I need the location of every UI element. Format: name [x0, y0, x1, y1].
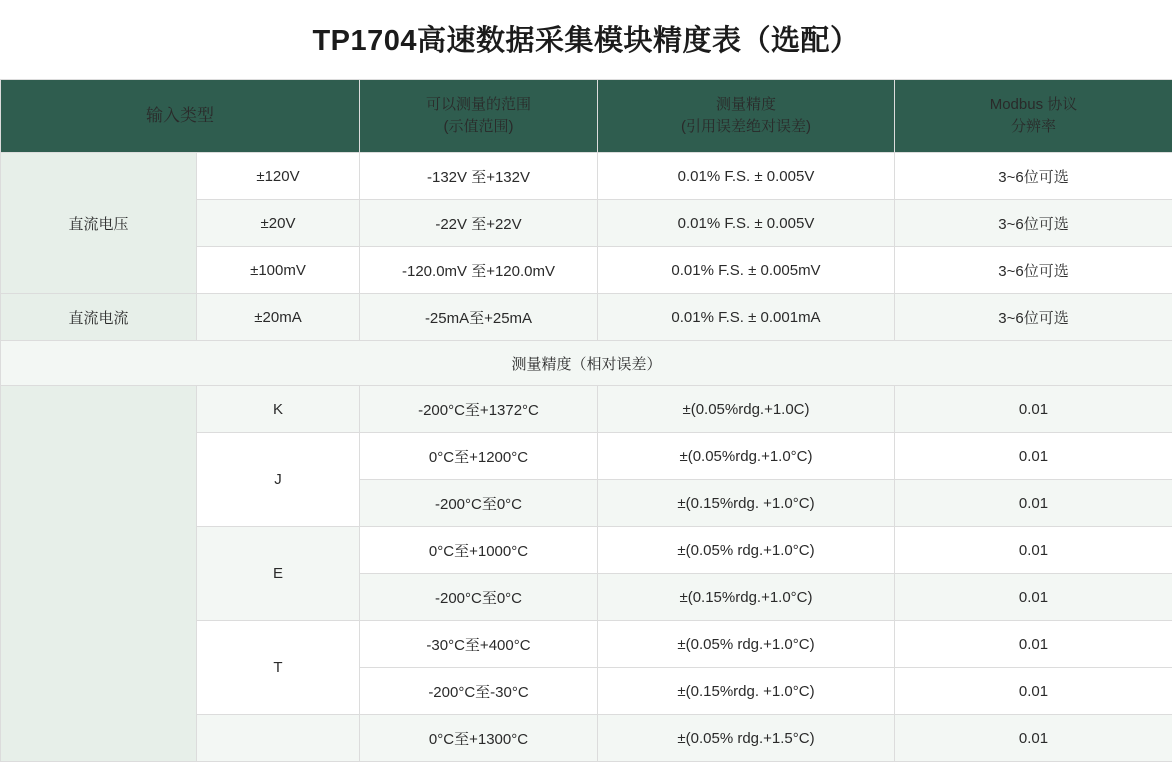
table-row [1, 294, 1172, 341]
table-row [1, 153, 1172, 200]
row-resolution: 3~6位可选 [895, 294, 1172, 341]
row-accuracy: ±(0.05% rdg.+1.5°C) [598, 715, 895, 762]
row-type: ±100mV [197, 247, 360, 294]
row-type [197, 715, 360, 762]
row-range: -200°C至-30°C [360, 668, 598, 715]
row-resolution: 0.01 [895, 574, 1172, 621]
row-accuracy: ±(0.05% rdg.+1.0°C) [598, 527, 895, 574]
row-accuracy: ±(0.05% rdg.+1.0°C) [598, 621, 895, 668]
row-range: -22V 至+22V [360, 200, 598, 247]
row-resolution: 3~6位可选 [895, 153, 1172, 200]
header-resolution-line2: 分辨率 [899, 116, 1168, 138]
header-input-type [1, 80, 360, 153]
table-section-row [1, 341, 1172, 386]
header-input-type-line1: 输入类型 [5, 104, 355, 129]
header-accuracy [598, 80, 895, 153]
table-header-row [1, 80, 1172, 153]
row-range: 0°C至+1200°C [360, 433, 598, 480]
row-accuracy: ±(0.15%rdg.+1.0°C) [598, 574, 895, 621]
row-category: 直流电压 [1, 153, 197, 294]
row-accuracy: 0.01% F.S. ± 0.005V [598, 200, 895, 247]
row-range: -200°C至0°C [360, 480, 598, 527]
row-type: J [197, 433, 360, 527]
row-resolution: 3~6位可选 [895, 200, 1172, 247]
row-resolution: 0.01 [895, 386, 1172, 433]
row-resolution: 0.01 [895, 527, 1172, 574]
header-accuracy-line1: 测量精度 [602, 94, 890, 116]
row-resolution: 0.01 [895, 668, 1172, 715]
row-accuracy: 0.01% F.S. ± 0.005mV [598, 247, 895, 294]
row-accuracy: ±(0.15%rdg. +1.0°C) [598, 480, 895, 527]
row-accuracy: 0.01% F.S. ± 0.001mA [598, 294, 895, 341]
row-accuracy: 0.01% F.S. ± 0.005V [598, 153, 895, 200]
specification-table [0, 79, 1172, 762]
row-accuracy: ±(0.05%rdg.+1.0°C) [598, 433, 895, 480]
page-title: TP1704高速数据采集模块精度表（选配） [0, 0, 1172, 79]
header-measurement-range-line1: 可以测量的范围 [364, 94, 593, 116]
table-body [1, 153, 1172, 762]
header-resolution-line1: Modbus 协议 [899, 94, 1168, 116]
row-resolution: 0.01 [895, 621, 1172, 668]
row-type: T [197, 621, 360, 715]
row-type: ±20V [197, 200, 360, 247]
row-category-empty [1, 386, 197, 762]
row-range: -30°C至+400°C [360, 621, 598, 668]
header-resolution [895, 80, 1172, 153]
section-label: 测量精度（相对误差） [1, 341, 1172, 386]
row-range: -25mA至+25mA [360, 294, 598, 341]
row-range: -200°C至+1372°C [360, 386, 598, 433]
row-type: E [197, 527, 360, 621]
row-resolution: 0.01 [895, 715, 1172, 762]
row-range: -200°C至0°C [360, 574, 598, 621]
row-resolution: 0.01 [895, 480, 1172, 527]
table-header [1, 80, 1172, 153]
row-resolution: 0.01 [895, 433, 1172, 480]
row-accuracy: ±(0.15%rdg. +1.0°C) [598, 668, 895, 715]
row-range: 0°C至+1000°C [360, 527, 598, 574]
header-measurement-range-line2: (示值范围) [364, 116, 593, 138]
row-range: -132V 至+132V [360, 153, 598, 200]
header-measurement-range [360, 80, 598, 153]
row-accuracy: ±(0.05%rdg.+1.0C) [598, 386, 895, 433]
header-accuracy-line2: (引用误差绝对误差) [602, 116, 890, 138]
row-resolution: 3~6位可选 [895, 247, 1172, 294]
row-range: 0°C至+1300°C [360, 715, 598, 762]
row-type: ±120V [197, 153, 360, 200]
row-type: ±20mA [197, 294, 360, 341]
row-type: K [197, 386, 360, 433]
table-row [1, 386, 1172, 433]
row-category: 直流电流 [1, 294, 197, 341]
row-range: -120.0mV 至+120.0mV [360, 247, 598, 294]
